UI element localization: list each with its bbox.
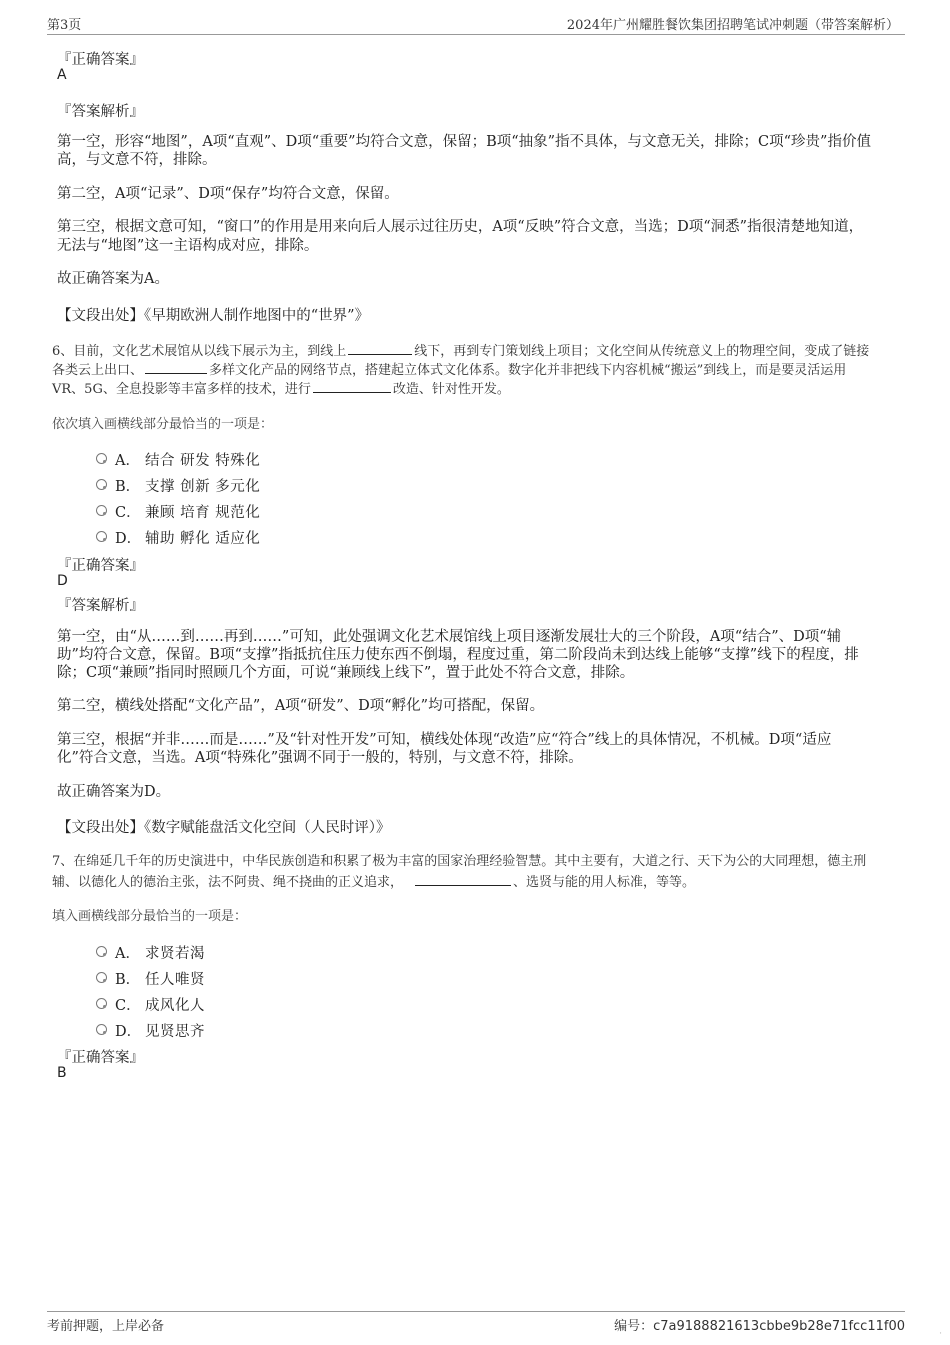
q5-analysis-line: 高，与文意不符，排除。 xyxy=(57,152,217,168)
radio-icon[interactable] xyxy=(96,531,107,542)
q6-instruction: 依次填入画横线部分最恰当的一项是： xyxy=(52,417,274,432)
blank-line xyxy=(145,359,207,374)
q7-stem-line: 7、在绵延几千年的历史演进中，中华民族创造和积累了极为丰富的国家治理经验智慧。其中主要有，大道之行、天下为公的大同理想，德主刑 xyxy=(52,854,867,869)
correct-answer-label: 『正确答案』 xyxy=(57,558,144,574)
q6-analysis-line: 化”符合文意，当选。A项“特殊化”强调不同于一般的，特别，与文意不符，排除。 xyxy=(57,750,583,766)
code-value: c7a9188821613cbbe9b28e71fcc11f00 xyxy=(653,1319,905,1334)
q6-analysis-line: 第一空，由“从……到……再到……”可知，此处强调文化艺术展馆线上项目逐渐发展壮大的三个阶段，A项“结合”、D项“辅 xyxy=(57,629,842,645)
radio-icon[interactable] xyxy=(96,505,107,516)
q6-analysis-conclusion: 故正确答案为D。 xyxy=(57,784,171,800)
source-title: 《数字赋能盘活文化空间（人民时评）》 xyxy=(144,820,391,836)
source-title: 《早期欧洲人制作地图中的“世界”》 xyxy=(144,308,370,324)
document-code xyxy=(614,1315,905,1334)
blank-line xyxy=(348,340,412,355)
correct-answer-label: 『正确答案』 xyxy=(57,1050,144,1066)
q5-analysis-line: 第三空，根据文意可知，“窗口”的作用是用来向后人展示过往历史，A项“反映”符合文意，当选；D项“洞悉”指很清楚地知道， xyxy=(57,219,864,235)
code-label: 编号： xyxy=(614,1319,654,1334)
q6-analysis-line: 第三空，根据“并非……而是……”及“针对性开发”可知，横线处体现“改造”应“符合”线上的具体情况，不机械。D项“适应 xyxy=(57,732,832,748)
blank-line xyxy=(415,871,511,886)
q5-answer: A xyxy=(57,67,67,83)
document-title: 2024年广州耀胜餐饮集团招聘笔试冲刺题（带答案解析） xyxy=(566,18,899,33)
q6-analysis-line: 助”均符合文意，保留。B项“支撑”指抵抗住压力使东西不倒塌，程度过重，第二阶段尚未到达线上能够“支撑”线下的程度，排 xyxy=(57,647,859,663)
analysis-label: 『答案解析』 xyxy=(57,598,144,614)
q6-analysis-line: 第二空，横线处搭配“文化产品”，A项“研发”、D项“孵化”均可搭配，保留。 xyxy=(57,698,545,714)
q6-analysis-line: 除；C项“兼顾”指同时照顾几个方面，可说“兼顾线上线下”，置于此处不符合文意，排除。 xyxy=(57,665,635,681)
radio-icon[interactable] xyxy=(96,946,107,957)
q5-analysis-line: 无法与“地图”这一主语构成对应，排除。 xyxy=(57,238,319,254)
radio-icon[interactable] xyxy=(96,453,107,464)
radio-icon[interactable] xyxy=(96,972,107,983)
page-footer xyxy=(47,1311,905,1336)
page-number: 第3页 xyxy=(47,18,82,33)
q6-stem-line: 6、目前，文化艺术展馆从以线下展示为主，到线上 线下，再到专门策划线上项目；文化空间从传统意义上的物理空间，变成了链接 xyxy=(52,340,869,361)
q5-analysis-conclusion: 故正确答案为A。 xyxy=(57,271,169,287)
q6-stem-line: 各类云上出口、 多样文化产品的网络节点，搭建起立体式文化体系。数字化并非把线下内容机械“搬运”到线上，而是要灵活运用 xyxy=(52,359,846,380)
analysis-label: 『答案解析』 xyxy=(57,104,144,120)
q6-stem-line: VR、5G、全息投影等丰富多样的技术，进行 改造、针对性开发。 xyxy=(52,378,510,399)
source-label: 【文段出处】 xyxy=(57,308,144,324)
radio-icon[interactable] xyxy=(96,998,107,1009)
radio-icon[interactable] xyxy=(96,1024,107,1035)
q5-analysis-line: 第二空，A项“记录”、D项“保存”均符合文意，保留。 xyxy=(57,186,399,202)
footer-slogan: 考前押题，上岸必备 xyxy=(47,1319,165,1334)
q5-analysis-line: 第一空，形容“地图”，A项“直观”、D项“重要”均符合文意，保留；B项“抽象”指不具体，与文意无关，排除；C项“珍贵”指价值 xyxy=(57,134,871,150)
source-label: 【文段出处】 xyxy=(57,820,144,836)
correct-answer-label: 『正确答案』 xyxy=(57,52,144,68)
q6-source xyxy=(57,816,391,837)
corner-mark: · xyxy=(939,1329,942,1339)
page-header xyxy=(47,14,905,35)
q6-answer: D xyxy=(57,573,68,589)
blank-line xyxy=(313,378,391,393)
q7-stem-line: 辅、以德化人的德治主张，法不阿贵、绳不挠曲的正义追求， 、选贤与能的用人标准，等等。 xyxy=(52,871,695,892)
q7-instruction: 填入画横线部分最恰当的一项是： xyxy=(52,909,248,924)
radio-icon[interactable] xyxy=(96,479,107,490)
q7-answer: B xyxy=(57,1065,67,1081)
q5-source xyxy=(57,304,369,325)
